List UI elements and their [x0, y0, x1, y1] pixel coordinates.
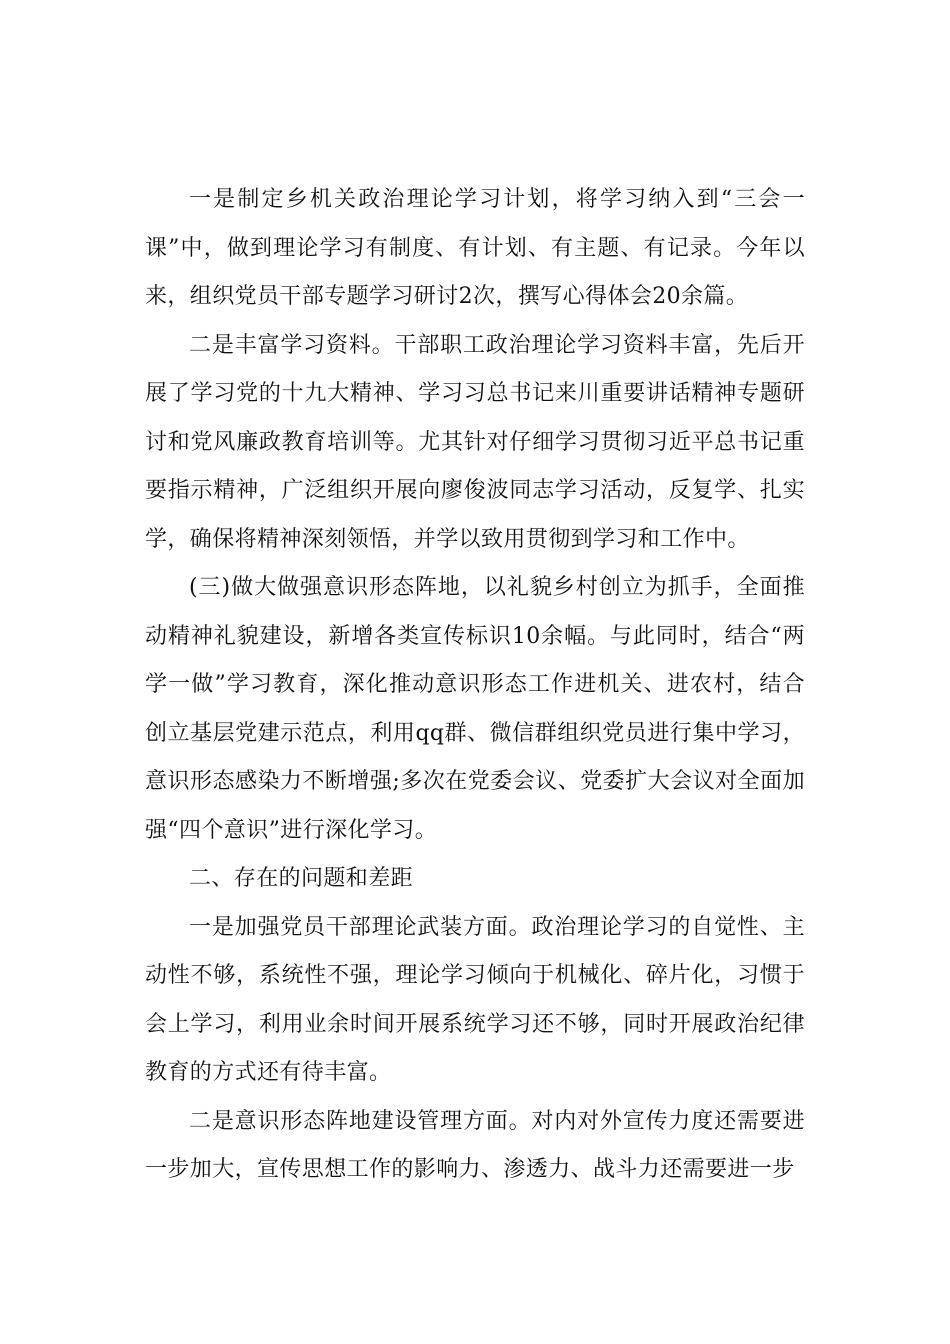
document-body	[145, 176, 805, 1195]
paragraph-theory-arming: 一是加强党员干部理论武装方面。政治理论学习的自觉性、主动性不够，系统性不强，理论学习倾向于机械化、碎片化，习惯于会上学习，利用业余时间开展系统学习还不够，同时开展政治纪律教育的方式还有待丰富。	[145, 914, 805, 1085]
paragraph-ideology-front: (三)做大做强意识形态阵地，以礼貌乡村创立为抓手，全面推动精神礼貌建设，新增各类宣传标识10余幅。与此同时，结合“两学一做”学习教育，深化推动意识形态工作进机关、进农村，结合创立基层党建示范点，利用qq群、微信群组织党员进行集中学习，意识形态感染力不断增强;多次在党委会议、党委扩大会议对全面加强“四个意识”进行深化学习。	[145, 575, 805, 843]
paragraph-study-materials: 二是丰富学习资料。干部职工政治理论学习资料丰富，先后开展了学习党的十九大精神、学习习总书记来川重要讲话精神专题研讨和党风廉政教育培训等。尤其针对仔细学习贯彻习近平总书记重要指示精神，广泛组织开展向廖俊波同志学习活动，反复学、扎实学，确保将精神深刻领悟，并学以致用贯彻到学习和工作中。	[145, 332, 805, 552]
paragraph-study-plan: 一是制定乡机关政治理论学习计划，将学习纳入到“三会一课”中，做到理论学习有制度、有计划、有主题、有记录。今年以来，组织党员干部专题学习研讨2次，撰写心得体会20余篇。	[145, 187, 805, 309]
section-heading-problems: 二、存在的问题和差距	[189, 866, 414, 891]
paragraph-front-management: 二是意识形态阵地建设管理方面。对内对外宣传力度还需要进一步加大，宣传思想工作的影响力、渗透力、战斗力还需要进一步	[145, 1108, 805, 1182]
